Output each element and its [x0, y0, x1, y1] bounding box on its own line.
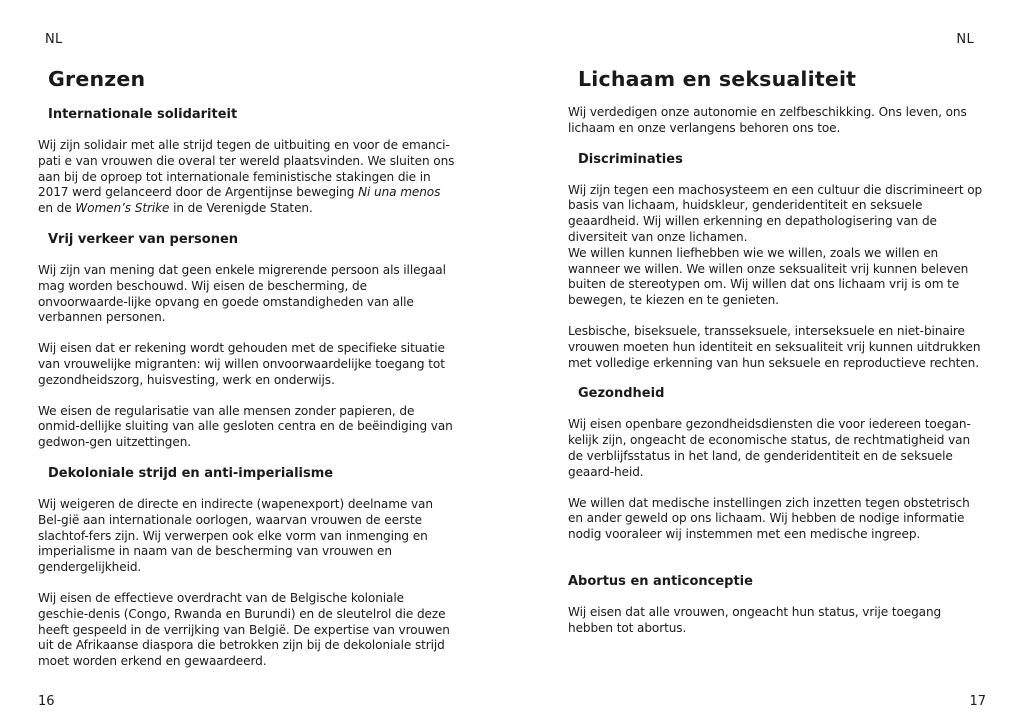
section-heading-internationale-solidariteit: Internationale solidariteit: [48, 107, 238, 122]
paragraph-dekoloniaal-1: Wij weigeren de directe en indirecte (wapenexport) deelname van Bel-gië aan internationale oorlogen, waarvan vrouwen de eerste slachtof-fers zijn. Wij verwerpen ook elke vorm van inmenging en imperialisme in naam van de bescherming van vrouwen en gendergelijkheid.: [38, 496, 433, 575]
paragraph-intro: Wij verdedigen onze autonomie en zelfbeschikking. Ons leven, ons lichaam en onze verlangens behoren ons toe.: [568, 105, 967, 135]
page-number: 16: [38, 694, 55, 709]
page-right-content: [568, 66, 986, 637]
paragraph-solidariteit: [38, 138, 456, 217]
page-title: Lichaam en seksualiteit: [578, 67, 857, 91]
page-title: Grenzen: [48, 67, 146, 91]
language-label: NL: [956, 32, 974, 47]
emphasis-ni-una-menos: Ni una menos: [358, 185, 441, 200]
paragraph-migranten-3: We eisen de regularisatie van alle mensen zonder papieren, de onmid-dellijke sluiting van alle gesloten centra en de beëindiging van gedwon-gen uitzettingen.: [38, 403, 453, 450]
section-heading-gezondheid: Gezondheid: [578, 386, 665, 402]
paragraph-text: en de: [38, 201, 76, 216]
section-heading-abortus: Abortus en anticonceptie: [568, 573, 753, 589]
page-right: [512, 0, 1024, 727]
paragraph-discriminaties-2: We willen kunnen liefhebben wie we willen, zoals we willen en wanneer we willen. We willen onze seksualiteit vrij kunnen beleven buiten de stereotypen om. Wij willen dat ons lichaam vrij is om te bewegen, te kiezen en te genieten.: [568, 245, 969, 308]
paragraph-discriminaties-1: Wij zijn tegen een machosysteem en een cultuur die discrimineert op basis van lichaam, huidskleur, genderidentiteit en seksuele geaardheid. Wij willen erkenning en depathologisering van de diversiteit van onze lichamen.: [568, 182, 983, 244]
section-heading-vrij-verkeer: Vrij verkeer van personen: [48, 231, 239, 247]
paragraph-text: Wij zijn solidair met alle strijd tegen de uitbuiting en voor de emanci-pati e van vrouwen die overal ter wereld plaatsvinden. We sluiten ons aan bij de oproep tot internationale feministische stakingen die in 2017 werd gelanceerd door de Argentijnse beweging: [38, 138, 455, 200]
page-number: 17: [969, 694, 986, 709]
page-left-content: [38, 66, 456, 670]
section-heading-dekoloniale-strijd: Dekoloniale strijd en anti-imperialisme: [48, 465, 334, 481]
section-heading-discriminaties: Discriminaties: [578, 151, 683, 167]
emphasis-womens-strike: Women’s Strike: [75, 201, 170, 216]
paragraph-dekoloniaal-2: Wij eisen de effectieve overdracht van de Belgische koloniale geschie-denis (Congo, Rwanda en Burundi) en de sleutelrol die deze heeft gespeeld in de verrijking van België. De expertise van vrouwen uit de Afrikaanse diaspora die betrokken zijn bij de dekoloniale strijd moet worden erkend en gewaardeerd.: [38, 590, 450, 669]
paragraph-gezondheid-1: Wij eisen openbare gezondheidsdiensten die voor iedereen toegan-kelijk zijn, ongeacht de economische status, de rechtmatigheid van de verblijfsstatus in het land, de genderidentiteit en de seksuele geaard-heid.: [568, 417, 971, 479]
paragraph-gezondheid-2: We willen dat medische instellingen zich inzetten tegen obstetrisch en ander geweld op ons lichaam. Wij hebben de nodige informatie nodig vooraleer wij instemmen met een medische ingreep.: [568, 495, 970, 542]
paragraph-text: in de Verenigde Staten.: [169, 201, 313, 216]
paragraph-migranten-2: Wij eisen dat er rekening wordt gehouden met de specifieke situatie van vrouwelijke migranten: wij willen onvoorwaardelijke toegang tot gezondheidszorg, huisvesting, werk en onderwijs.: [38, 341, 445, 387]
language-label: NL: [45, 32, 63, 47]
paragraph-abortus: Wij eisen dat alle vrouwen, ongeacht hun status, vrije toegang hebben tot abortus.: [568, 604, 942, 635]
paragraph-discriminaties-3: Lesbische, biseksuele, transseksuele, interseksuele en niet-binaire vrouwen moeten hun identiteit en seksualiteit vrij kunnen uitdrukken met volledige erkenning van hun seksuele en reproductieve rechten.: [568, 323, 981, 370]
paragraph-migranten-1: Wij zijn van mening dat geen enkele migrerende persoon als illegaal mag worden beschouwd. Wij eisen de bescherming, de onvoorwaarde-lijke opvang en goede omstandigheden van alle verbannen personen.: [38, 262, 446, 325]
